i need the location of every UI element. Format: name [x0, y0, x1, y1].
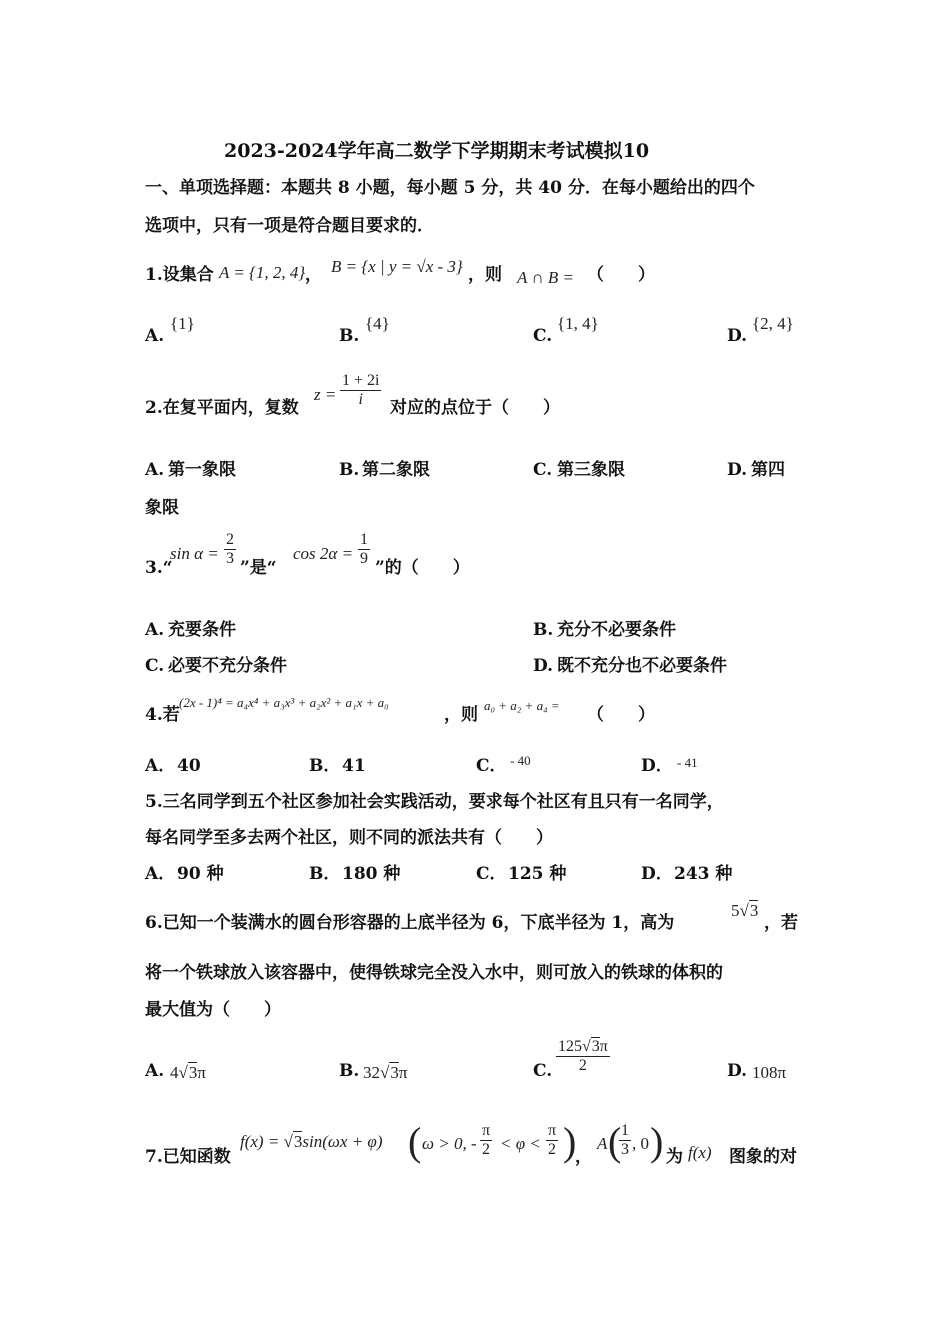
q4-option-c-text: - 40: [510, 753, 531, 768]
q4-prefix: 4.若: [145, 705, 180, 725]
q3-sin-fraction: [224, 531, 236, 568]
q6-option-d-label: D.: [727, 1061, 748, 1081]
q5-option-a-label: A．: [145, 864, 176, 884]
q2-option-c-label: C.: [533, 460, 553, 480]
q7-tail-prefix: 为: [666, 1147, 683, 1167]
q2-numerator: 1 + 2i: [342, 372, 380, 389]
q1-option-d-value: {2, 4}: [752, 314, 794, 333]
q2-option-a-text: 第一象限: [168, 460, 236, 480]
q6-option-c-label: C.: [533, 1061, 553, 1081]
q4-target: a₀ + a₂ + a₄ =: [484, 698, 560, 713]
q3-option-c-text: 必要不充分条件: [168, 656, 287, 676]
q4-expansion: (2x - 1)⁴ = a₄x⁴ + a₃x³ + a₂x² + a₁x + a₀: [179, 695, 389, 710]
q5-option-d-text: 243 种: [674, 864, 733, 884]
section-instructions-line2: 选项中，只有一项是符合题目要求的．: [145, 216, 434, 236]
q3-option-c-label: C.: [145, 656, 165, 676]
q1-option-c-value: {1, 4}: [557, 314, 599, 333]
q7-two-a: 2: [482, 1141, 491, 1158]
q2-option-d-label: D.: [727, 460, 748, 480]
q7-fx: f(x): [688, 1143, 712, 1162]
q1-option-a-label: A.: [145, 326, 165, 346]
q6-c-numerator: 125√3π: [558, 1038, 608, 1055]
q5-option-c-label: C．: [476, 864, 507, 884]
q3-option-b-label: B.: [533, 620, 554, 640]
left-paren-icon: (: [608, 1119, 622, 1164]
q3-option-d-label: D.: [533, 656, 554, 676]
q6-a-pi: π: [197, 1063, 206, 1082]
q4-option-c-label: C．: [476, 756, 507, 776]
q1-option-b-value: {4}: [365, 314, 390, 333]
q1-option-b-label: B.: [339, 326, 360, 346]
q6-line3: 最大值为（ ）: [145, 1000, 281, 1020]
q3-cos-den: 9: [360, 550, 368, 567]
q7-pi-over-2-right: [546, 1122, 558, 1159]
q1-set-a: A = {1, 2, 4}: [219, 263, 306, 282]
q7-pi-b: π: [548, 1122, 557, 1139]
q2-option-b-text: 第二象限: [362, 460, 430, 480]
q7-func-body: sin(ωx + φ): [302, 1132, 383, 1151]
q3-option-a-text: 充要条件: [168, 620, 236, 640]
q6-b-rad: 3: [390, 1063, 399, 1082]
q3-cos-num: 1: [360, 531, 368, 548]
q3-cos-fraction: [358, 531, 370, 568]
q4-then: ，则: [444, 705, 478, 725]
q1-option-c-label: C.: [533, 326, 553, 346]
q7-prefix: 7.已知函数: [145, 1147, 231, 1167]
q3-option-d-text: 既不充分也不必要条件: [557, 656, 727, 676]
q5-option-b-text: 180 种: [342, 864, 401, 884]
q7-point-den: 3: [621, 1141, 629, 1158]
q7-function: f(x) = √3sin(ωx + φ): [240, 1132, 383, 1151]
q6-line2: 将一个铁球放入该容器中，使得铁球完全没入水中，则可放入的铁球的体积的: [145, 963, 723, 983]
q2-option-d-wrap: 象限: [145, 498, 179, 518]
q7-cond-left: ω > 0, -: [422, 1134, 477, 1153]
q1-stem-prefix: 1.设集合: [145, 265, 214, 285]
q3-sin-den: 3: [226, 550, 234, 567]
q7-two-b: 2: [548, 1141, 557, 1158]
q7-func-lhs: f(x) =: [240, 1132, 284, 1151]
q5-line1: 5.三名同学到五个社区参加社会实践活动，要求每个社区有且只有一名同学，: [145, 792, 724, 812]
q5-option-a-text: 90 种: [177, 864, 224, 884]
q6-option-a-value: 4√3π: [170, 1063, 206, 1082]
q4-blank: （ ）: [587, 705, 655, 725]
q6-option-c-fraction: [556, 1038, 610, 1075]
q4-option-a-label: A．: [145, 756, 176, 776]
q2-option-b-label: B.: [339, 460, 360, 480]
q2-option-c-text: 第三象限: [557, 460, 625, 480]
q3-option-b-text: 充分不必要条件: [557, 620, 676, 640]
q7-phi-range: < φ <: [500, 1134, 541, 1153]
q1-blank: （ ）: [587, 265, 655, 285]
q7-tail-suffix: 图象的对: [729, 1147, 797, 1167]
q7-point-y: , 0: [632, 1134, 649, 1153]
q4-option-b-label: B．: [309, 756, 341, 776]
q2-fraction: [340, 372, 381, 409]
q6-b-pi: π: [398, 1063, 408, 1082]
q7-comma: ，: [575, 1147, 592, 1167]
q6-option-b-label: B.: [339, 1061, 360, 1081]
q6-height-rad: 3: [749, 901, 759, 920]
q3-sin-num: 2: [226, 531, 234, 548]
q7-point-x: [619, 1122, 631, 1159]
q2-option-a-label: A.: [145, 460, 165, 480]
q6-a-coef: 4: [170, 1063, 179, 1082]
q1-then: ，则: [468, 265, 502, 285]
q6-a-rad: 3: [188, 1063, 198, 1082]
q6-height-coef: 5: [731, 901, 740, 920]
q6-c-den: 2: [578, 1057, 587, 1074]
q6-c-rad: 3: [591, 1038, 600, 1055]
right-paren-icon: ): [650, 1119, 664, 1164]
q3-sin-lhs: sin α =: [170, 544, 219, 563]
q6-height: 5√3: [731, 901, 759, 920]
q6-c-coef: 125: [558, 1038, 582, 1055]
q3-option-a-label: A.: [145, 620, 165, 640]
q7-pi-over-2-left: [480, 1122, 492, 1159]
q6-c-pi: π: [599, 1038, 608, 1055]
q1-option-d-label: D.: [727, 326, 748, 346]
q7-coef-rad: 3: [293, 1132, 303, 1151]
right-paren-icon: ): [563, 1119, 577, 1164]
q1-intersection: A ∩ B =: [517, 268, 574, 287]
q1-set-b: B = {x | y = √x - 3}: [331, 257, 463, 276]
q6-option-a-label: A.: [145, 1061, 165, 1081]
q3-suffix: ”的（ ）: [375, 558, 470, 578]
q6-option-d-value: 108π: [752, 1063, 787, 1082]
q6-line1-suffix: ，若: [764, 913, 798, 933]
q5-line2: 每名同学至多去两个社区，则不同的派法共有（ ）: [145, 828, 553, 848]
q5-option-d-label: D．: [641, 864, 673, 884]
q4-option-d-label: D．: [641, 756, 673, 776]
left-paren-icon: (: [408, 1119, 422, 1164]
q5-option-b-label: B．: [309, 864, 341, 884]
q3-mid: ”是“: [240, 558, 277, 578]
q2-z-eq: z =: [314, 385, 337, 404]
q7-point-label: A: [597, 1134, 608, 1153]
q2-stem-suffix: 对应的点位于（ ）: [390, 398, 560, 418]
q2-stem-prefix: 2.在复平面内，复数: [145, 398, 299, 418]
q2-denominator: i: [358, 391, 363, 408]
q3-prefix: 3.“: [145, 558, 173, 578]
q7-point-num: 1: [621, 1122, 629, 1139]
q7-pi-a: π: [482, 1122, 491, 1139]
q1-comma: ，: [305, 265, 322, 285]
q6-option-b-value: 32√3π: [363, 1063, 408, 1082]
q4-option-d-text: - 41: [677, 755, 698, 770]
q3-cos-lhs: cos 2α =: [293, 544, 354, 563]
q1-option-a-value: {1}: [170, 314, 195, 333]
page-title: 2023-2024学年高二数学下学期期末考试模拟10: [224, 140, 650, 162]
q5-option-c-text: 125 种: [508, 864, 567, 884]
q2-option-d-text: 第四: [751, 460, 785, 480]
q6-b-coef: 32: [363, 1063, 380, 1082]
q4-option-a-text: 40: [177, 756, 201, 776]
q6-line1-prefix: 6.已知一个装满水的圆台形容器的上底半径为 6，下底半径为 1，高为: [145, 913, 675, 933]
q4-option-b-text: 41: [342, 756, 366, 776]
section-instructions-line1: 一、单项选择题：本题共 8 小题，每小题 5 分，共 40 分．在每小题给出的四个: [145, 178, 755, 198]
